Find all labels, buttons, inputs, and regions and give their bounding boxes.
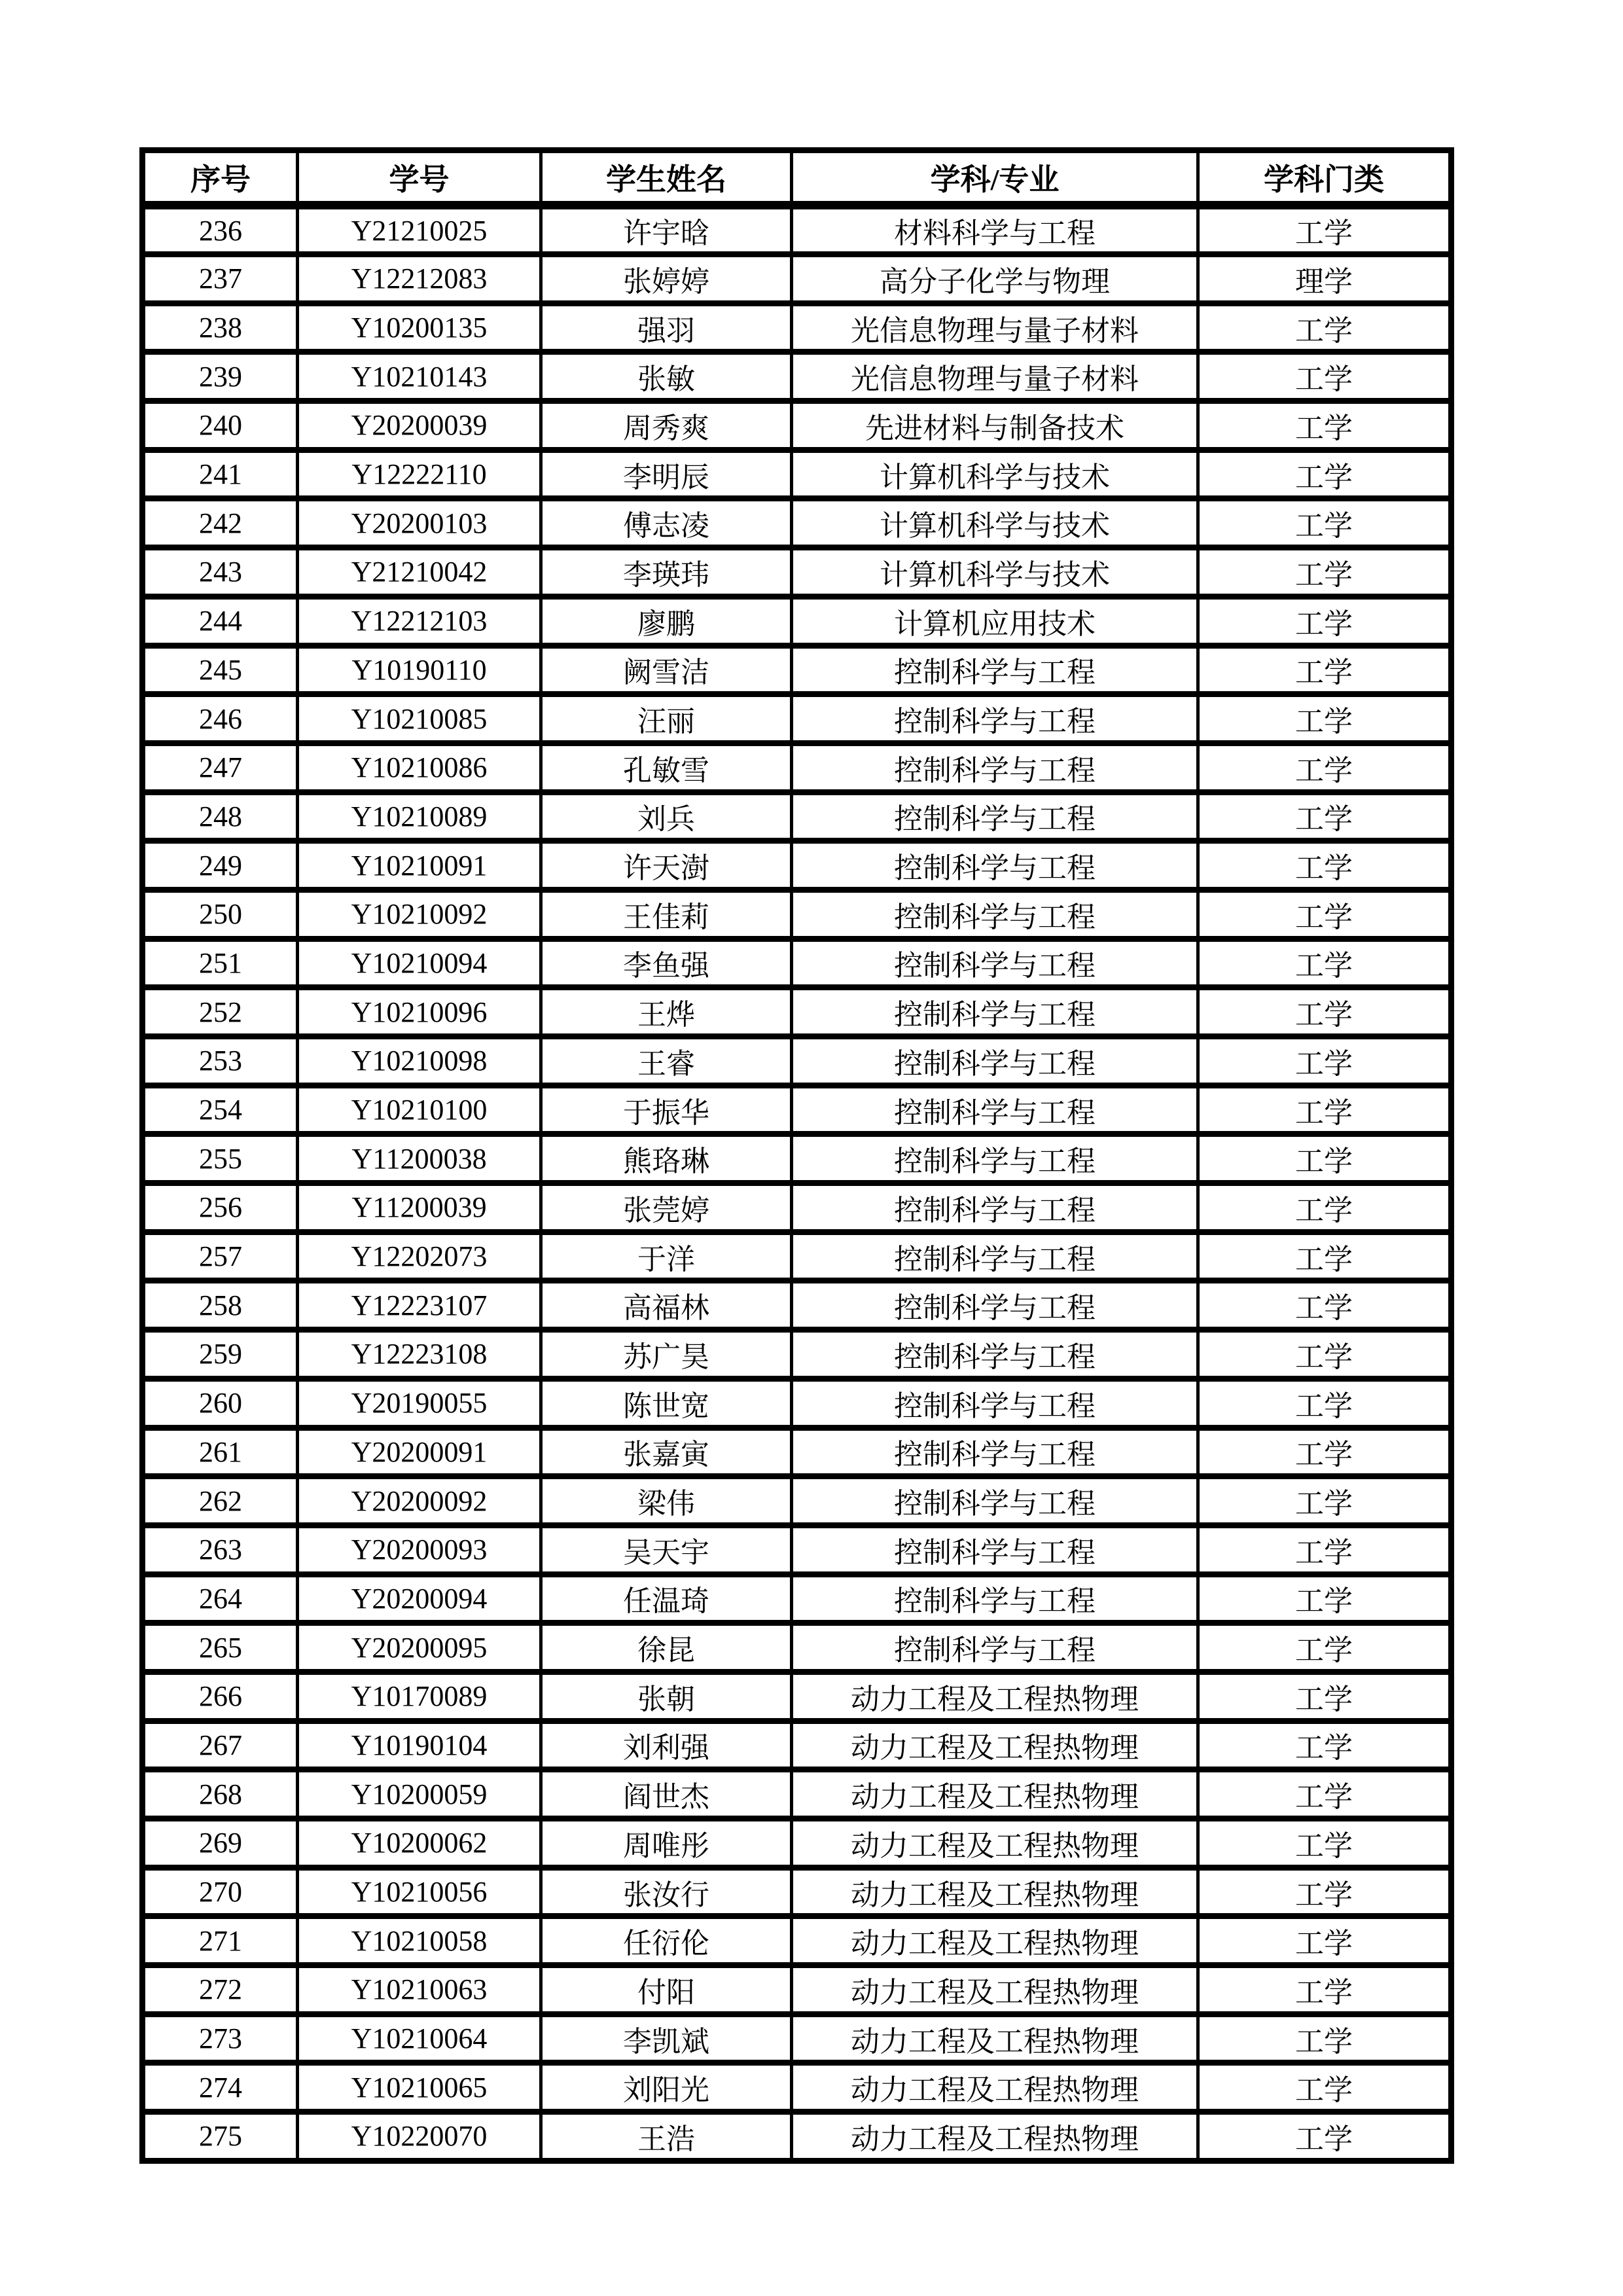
table-row [143, 1477, 1452, 1526]
student-id-cell: Y20200039 [298, 401, 541, 450]
seq-cell: 256 [143, 1183, 298, 1232]
student-name-cell: 周唯彤 [541, 1819, 792, 1868]
major-cell: 光信息物理与量子材料 [792, 303, 1198, 352]
category-cell: 工学 [1198, 206, 1452, 255]
category-cell: 工学 [1198, 1574, 1452, 1623]
student-id-cell: Y10210064 [298, 2014, 541, 2063]
seq-cell: 246 [143, 694, 298, 744]
table-row [143, 1037, 1452, 1086]
category-cell: 工学 [1198, 499, 1452, 548]
student-name-cell: 任温琦 [541, 1574, 792, 1623]
student-name-cell: 熊珞琳 [541, 1134, 792, 1183]
seq-cell: 268 [143, 1770, 298, 1819]
student-name-cell: 张莞婷 [541, 1183, 792, 1232]
header-student-id: 学号 [298, 151, 541, 206]
table-row [143, 1867, 1452, 1916]
category-cell: 工学 [1198, 2063, 1452, 2112]
seq-cell: 237 [143, 255, 298, 304]
table-row [143, 1574, 1452, 1623]
student-id-cell: Y12212083 [298, 255, 541, 304]
student-name-cell: 苏广昊 [541, 1330, 792, 1379]
student-name-cell: 许宇晗 [541, 206, 792, 255]
category-cell: 工学 [1198, 1721, 1452, 1770]
category-cell: 工学 [1198, 548, 1452, 597]
student-id-cell: Y10220070 [298, 2112, 541, 2161]
major-cell: 控制科学与工程 [792, 1574, 1198, 1623]
seq-cell: 263 [143, 1525, 298, 1574]
table-row [143, 255, 1452, 304]
major-cell: 控制科学与工程 [792, 939, 1198, 988]
table-row [143, 1819, 1452, 1868]
major-cell: 控制科学与工程 [792, 1134, 1198, 1183]
table-row [143, 1623, 1452, 1672]
major-cell: 动力工程及工程热物理 [792, 1867, 1198, 1916]
seq-cell: 273 [143, 2014, 298, 2063]
major-cell: 控制科学与工程 [792, 988, 1198, 1037]
table-row [143, 401, 1452, 450]
student-name-cell: 王浩 [541, 2112, 792, 2161]
seq-cell: 238 [143, 303, 298, 352]
seq-cell: 258 [143, 1281, 298, 1330]
seq-cell: 254 [143, 1085, 298, 1134]
seq-cell: 272 [143, 1965, 298, 2015]
student-id-cell: Y10210089 [298, 792, 541, 841]
seq-cell: 262 [143, 1477, 298, 1526]
major-cell: 计算机科学与技术 [792, 548, 1198, 597]
category-cell: 工学 [1198, 1477, 1452, 1526]
student-id-cell: Y10170089 [298, 1672, 541, 1721]
header-category: 学科门类 [1198, 151, 1452, 206]
seq-cell: 260 [143, 1378, 298, 1427]
table-row [143, 548, 1452, 597]
major-cell: 控制科学与工程 [792, 1477, 1198, 1526]
table-row [143, 841, 1452, 890]
major-cell: 动力工程及工程热物理 [792, 2014, 1198, 2063]
table-row [143, 694, 1452, 744]
student-id-cell: Y12222110 [298, 450, 541, 499]
table-row [143, 499, 1452, 548]
student-name-cell: 阙雪洁 [541, 645, 792, 694]
category-cell: 工学 [1198, 1232, 1452, 1281]
student-id-cell: Y12212103 [298, 596, 541, 645]
student-name-cell: 张敏 [541, 352, 792, 401]
student-name-cell: 李鱼强 [541, 939, 792, 988]
student-name-cell: 张婷婷 [541, 255, 792, 304]
category-cell: 工学 [1198, 450, 1452, 499]
table-row [143, 1378, 1452, 1427]
table-row [143, 1965, 1452, 2015]
table-row [143, 303, 1452, 352]
major-cell: 控制科学与工程 [792, 645, 1198, 694]
category-cell: 工学 [1198, 1672, 1452, 1721]
student-id-cell: Y21210025 [298, 206, 541, 255]
seq-cell: 245 [143, 645, 298, 694]
major-cell: 控制科学与工程 [792, 1525, 1198, 1574]
seq-cell: 242 [143, 499, 298, 548]
seq-cell: 274 [143, 2063, 298, 2112]
seq-cell: 255 [143, 1134, 298, 1183]
seq-cell: 240 [143, 401, 298, 450]
student-id-cell: Y10210096 [298, 988, 541, 1037]
table-row [143, 889, 1452, 939]
student-name-cell: 李明辰 [541, 450, 792, 499]
major-cell: 动力工程及工程热物理 [792, 1965, 1198, 2015]
major-cell: 控制科学与工程 [792, 1281, 1198, 1330]
table-row [143, 1770, 1452, 1819]
seq-cell: 251 [143, 939, 298, 988]
student-id-cell: Y20200092 [298, 1477, 541, 1526]
category-cell: 工学 [1198, 1134, 1452, 1183]
category-cell: 工学 [1198, 1378, 1452, 1427]
major-cell: 控制科学与工程 [792, 841, 1198, 890]
student-name-cell: 李瑛玮 [541, 548, 792, 597]
student-roster-table [139, 147, 1454, 2164]
table-row [143, 1721, 1452, 1770]
table-row [143, 939, 1452, 988]
student-name-cell: 高福林 [541, 1281, 792, 1330]
category-cell: 理学 [1198, 255, 1452, 304]
category-cell: 工学 [1198, 1916, 1452, 1965]
student-name-cell: 阎世杰 [541, 1770, 792, 1819]
table-row [143, 1134, 1452, 1183]
table-row [143, 2112, 1452, 2161]
table-row [143, 206, 1452, 255]
student-name-cell: 刘兵 [541, 792, 792, 841]
table-row [143, 1281, 1452, 1330]
seq-cell: 261 [143, 1427, 298, 1477]
table-row [143, 1427, 1452, 1477]
table-row [143, 2063, 1452, 2112]
student-name-cell: 强羽 [541, 303, 792, 352]
seq-cell: 257 [143, 1232, 298, 1281]
table-row [143, 1330, 1452, 1379]
major-cell: 动力工程及工程热物理 [792, 1770, 1198, 1819]
student-name-cell: 于振华 [541, 1085, 792, 1134]
category-cell: 工学 [1198, 1037, 1452, 1086]
student-name-cell: 廖鹏 [541, 596, 792, 645]
seq-cell: 241 [143, 450, 298, 499]
major-cell: 动力工程及工程热物理 [792, 1916, 1198, 1965]
major-cell: 动力工程及工程热物理 [792, 1672, 1198, 1721]
student-name-cell: 张汝行 [541, 1867, 792, 1916]
major-cell: 计算机科学与技术 [792, 499, 1198, 548]
student-id-cell: Y10200135 [298, 303, 541, 352]
seq-cell: 252 [143, 988, 298, 1037]
student-name-cell: 刘阳光 [541, 2063, 792, 2112]
student-id-cell: Y10210094 [298, 939, 541, 988]
table-row [143, 1183, 1452, 1232]
student-name-cell: 王睿 [541, 1037, 792, 1086]
student-id-cell: Y10210058 [298, 1916, 541, 1965]
table-row [143, 1085, 1452, 1134]
student-name-cell: 王烨 [541, 988, 792, 1037]
header-row [143, 151, 1452, 206]
category-cell: 工学 [1198, 1085, 1452, 1134]
student-name-cell: 孔敏雪 [541, 743, 792, 792]
major-cell: 动力工程及工程热物理 [792, 1721, 1198, 1770]
student-name-cell: 张嘉寅 [541, 1427, 792, 1477]
table-row [143, 792, 1452, 841]
category-cell: 工学 [1198, 303, 1452, 352]
student-id-cell: Y20190055 [298, 1378, 541, 1427]
major-cell: 先进材料与制备技术 [792, 401, 1198, 450]
student-name-cell: 刘利强 [541, 1721, 792, 1770]
seq-cell: 253 [143, 1037, 298, 1086]
student-id-cell: Y11200038 [298, 1134, 541, 1183]
seq-cell: 267 [143, 1721, 298, 1770]
category-cell: 工学 [1198, 1183, 1452, 1232]
table-row [143, 1916, 1452, 1965]
major-cell: 计算机应用技术 [792, 596, 1198, 645]
table-header [143, 151, 1452, 206]
student-name-cell: 付阳 [541, 1965, 792, 2015]
category-cell: 工学 [1198, 792, 1452, 841]
major-cell: 控制科学与工程 [792, 694, 1198, 744]
seq-cell: 270 [143, 1867, 298, 1916]
major-cell: 控制科学与工程 [792, 1037, 1198, 1086]
table-row [143, 743, 1452, 792]
table-row [143, 2014, 1452, 2063]
student-id-cell: Y20200095 [298, 1623, 541, 1672]
category-cell: 工学 [1198, 1623, 1452, 1672]
student-id-cell: Y10190104 [298, 1721, 541, 1770]
major-cell: 控制科学与工程 [792, 1085, 1198, 1134]
student-id-cell: Y11200039 [298, 1183, 541, 1232]
seq-cell: 271 [143, 1916, 298, 1965]
major-cell: 控制科学与工程 [792, 1232, 1198, 1281]
major-cell: 动力工程及工程热物理 [792, 2063, 1198, 2112]
category-cell: 工学 [1198, 1525, 1452, 1574]
table-row [143, 1525, 1452, 1574]
category-cell: 工学 [1198, 596, 1452, 645]
category-cell: 工学 [1198, 2014, 1452, 2063]
major-cell: 计算机科学与技术 [792, 450, 1198, 499]
table-row [143, 450, 1452, 499]
student-name-cell: 任衍伦 [541, 1916, 792, 1965]
major-cell: 控制科学与工程 [792, 792, 1198, 841]
student-id-cell: Y12223107 [298, 1281, 541, 1330]
major-cell: 材料科学与工程 [792, 206, 1198, 255]
category-cell: 工学 [1198, 1770, 1452, 1819]
seq-cell: 236 [143, 206, 298, 255]
major-cell: 动力工程及工程热物理 [792, 1819, 1198, 1868]
seq-cell: 250 [143, 889, 298, 939]
student-id-cell: Y10210085 [298, 694, 541, 744]
student-id-cell: Y10210143 [298, 352, 541, 401]
category-cell: 工学 [1198, 401, 1452, 450]
seq-cell: 266 [143, 1672, 298, 1721]
student-id-cell: Y20200094 [298, 1574, 541, 1623]
table-row [143, 1672, 1452, 1721]
seq-cell: 264 [143, 1574, 298, 1623]
seq-cell: 275 [143, 2112, 298, 2161]
table-row [143, 988, 1452, 1037]
table-row [143, 1232, 1452, 1281]
student-name-cell: 于洋 [541, 1232, 792, 1281]
student-name-cell: 徐昆 [541, 1623, 792, 1672]
category-cell: 工学 [1198, 1330, 1452, 1379]
student-id-cell: Y10210091 [298, 841, 541, 890]
seq-cell: 265 [143, 1623, 298, 1672]
category-cell: 工学 [1198, 841, 1452, 890]
student-name-cell: 吴天宇 [541, 1525, 792, 1574]
student-name-cell: 李凯斌 [541, 2014, 792, 2063]
seq-cell: 249 [143, 841, 298, 890]
header-major: 学科/专业 [792, 151, 1198, 206]
major-cell: 控制科学与工程 [792, 1183, 1198, 1232]
student-id-cell: Y10200059 [298, 1770, 541, 1819]
major-cell: 控制科学与工程 [792, 743, 1198, 792]
seq-cell: 244 [143, 596, 298, 645]
seq-cell: 269 [143, 1819, 298, 1868]
category-cell: 工学 [1198, 1819, 1452, 1868]
category-cell: 工学 [1198, 645, 1452, 694]
table-body [143, 206, 1452, 2161]
major-cell: 控制科学与工程 [792, 1378, 1198, 1427]
student-id-cell: Y21210042 [298, 548, 541, 597]
student-id-cell: Y10210065 [298, 2063, 541, 2112]
student-name-cell: 汪丽 [541, 694, 792, 744]
seq-cell: 247 [143, 743, 298, 792]
category-cell: 工学 [1198, 1427, 1452, 1477]
header-seq: 序号 [143, 151, 298, 206]
major-cell: 光信息物理与量子材料 [792, 352, 1198, 401]
student-id-cell: Y10210056 [298, 1867, 541, 1916]
student-name-cell: 张朝 [541, 1672, 792, 1721]
student-id-cell: Y20200093 [298, 1525, 541, 1574]
student-name-cell: 周秀爽 [541, 401, 792, 450]
seq-cell: 248 [143, 792, 298, 841]
major-cell: 控制科学与工程 [792, 1623, 1198, 1672]
category-cell: 工学 [1198, 1281, 1452, 1330]
category-cell: 工学 [1198, 694, 1452, 744]
student-name-cell: 许天澍 [541, 841, 792, 890]
student-name-cell: 陈世宽 [541, 1378, 792, 1427]
student-name-cell: 梁伟 [541, 1477, 792, 1526]
category-cell: 工学 [1198, 1965, 1452, 2015]
table-row [143, 596, 1452, 645]
major-cell: 动力工程及工程热物理 [792, 2112, 1198, 2161]
seq-cell: 239 [143, 352, 298, 401]
student-id-cell: Y10210086 [298, 743, 541, 792]
seq-cell: 243 [143, 548, 298, 597]
category-cell: 工学 [1198, 988, 1452, 1037]
student-id-cell: Y20200091 [298, 1427, 541, 1477]
student-id-cell: Y10210063 [298, 1965, 541, 2015]
student-id-cell: Y10210092 [298, 889, 541, 939]
category-cell: 工学 [1198, 1867, 1452, 1916]
student-id-cell: Y12202073 [298, 1232, 541, 1281]
student-id-cell: Y20200103 [298, 499, 541, 548]
category-cell: 工学 [1198, 889, 1452, 939]
major-cell: 控制科学与工程 [792, 889, 1198, 939]
major-cell: 控制科学与工程 [792, 1427, 1198, 1477]
header-student-name: 学生姓名 [541, 151, 792, 206]
major-cell: 控制科学与工程 [792, 1330, 1198, 1379]
student-name-cell: 傅志凌 [541, 499, 792, 548]
table-row [143, 645, 1452, 694]
category-cell: 工学 [1198, 939, 1452, 988]
table-row [143, 352, 1452, 401]
student-id-cell: Y10210100 [298, 1085, 541, 1134]
student-name-cell: 王佳莉 [541, 889, 792, 939]
major-cell: 高分子化学与物理 [792, 255, 1198, 304]
category-cell: 工学 [1198, 2112, 1452, 2161]
student-id-cell: Y10200062 [298, 1819, 541, 1868]
student-id-cell: Y10190110 [298, 645, 541, 694]
seq-cell: 259 [143, 1330, 298, 1379]
student-id-cell: Y12223108 [298, 1330, 541, 1379]
category-cell: 工学 [1198, 352, 1452, 401]
student-id-cell: Y10210098 [298, 1037, 541, 1086]
category-cell: 工学 [1198, 743, 1452, 792]
